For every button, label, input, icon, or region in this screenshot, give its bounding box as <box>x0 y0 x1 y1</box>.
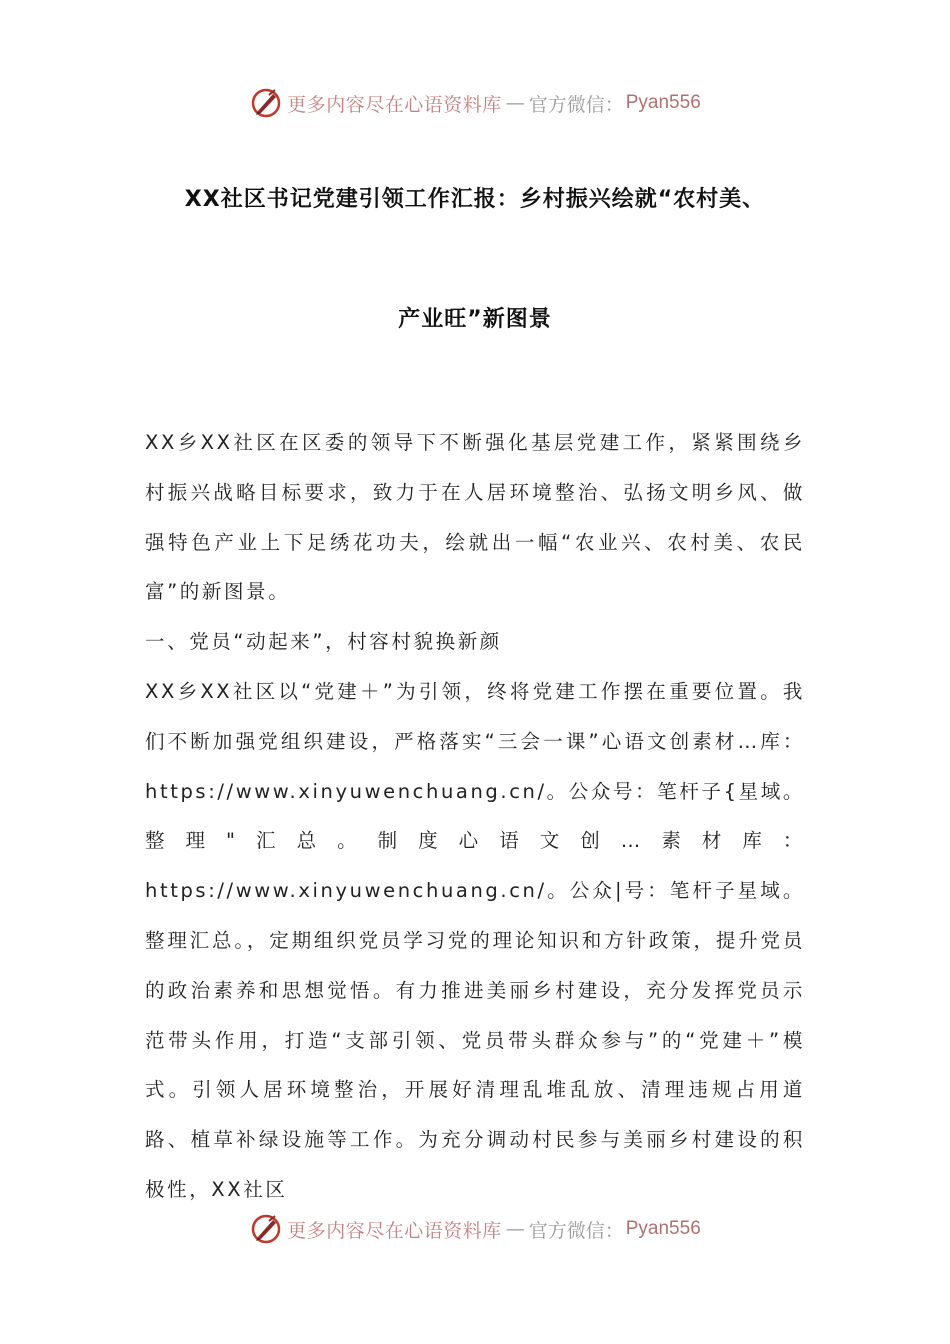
watermark-dash: — <box>505 92 525 114</box>
document-title-line-1: XX社区书记党建引领工作汇报：乡村振兴绘就“农村美、 <box>184 187 766 212</box>
watermark-text: 更多内容尽在心语资料库 <box>287 93 502 116</box>
watermark-wechat-id: Pyan556 <box>625 1218 701 1239</box>
document-body <box>145 418 805 1215</box>
watermark-wechat-id: Pyan556 <box>625 92 701 113</box>
watermark-dash: — <box>505 1218 525 1240</box>
pen-logo-icon <box>249 86 283 120</box>
watermark-header <box>0 83 950 123</box>
watermark-official: 官方微信： <box>528 1219 624 1242</box>
paragraph-section-1: XX乡XX社区以“党建＋”为引领，终将党建工作摆在重要位置。我们不断加强党组织建设，严格落实“三会一课”心语文创素材…库：https://www.xinyuwenchuang.cn/。公众号：笔杆子{星域。整理"汇总。制度心语文创…素材库：https://www.xinyuwenchuang.cn/。公众|号：笔杆子星域。整理汇总。，定期组织党员学习党的理论知识和方针政策，提升党员的政治素养和思想觉悟。有力推进美丽乡村建设，充分发挥党员示范带头作用，打造“支部引领、党员带头群众参与”的“党建＋”模式。引领人居环境整治，开展好清理乱堆乱放、清理违规占用道路、植草补绿设施等工作。为充分调动村民参与美丽乡村建设的积极性，XX社区 <box>145 679 805 1201</box>
paragraph-intro: XX乡XX社区在区委的领导下不断强化基层党建工作，紧紧围绕乡村振兴战略目标要求，致力于在人居环境整治、弘扬文明乡风、做强特色产业上下足绣花功夫，绘就出一幅“农业兴、农村美、农民富”的新图景。 <box>145 431 805 604</box>
section-heading-1: 一、党员“动起来”，村容村貌换新颜 <box>145 630 502 654</box>
watermark-official: 官方微信： <box>528 93 624 116</box>
pen-logo-icon <box>249 1212 283 1246</box>
watermark-text: 更多内容尽在心语资料库 <box>287 1219 502 1242</box>
watermark-footer <box>0 1209 950 1249</box>
document-title-line-2: 产业旺”新图景 <box>398 307 552 332</box>
